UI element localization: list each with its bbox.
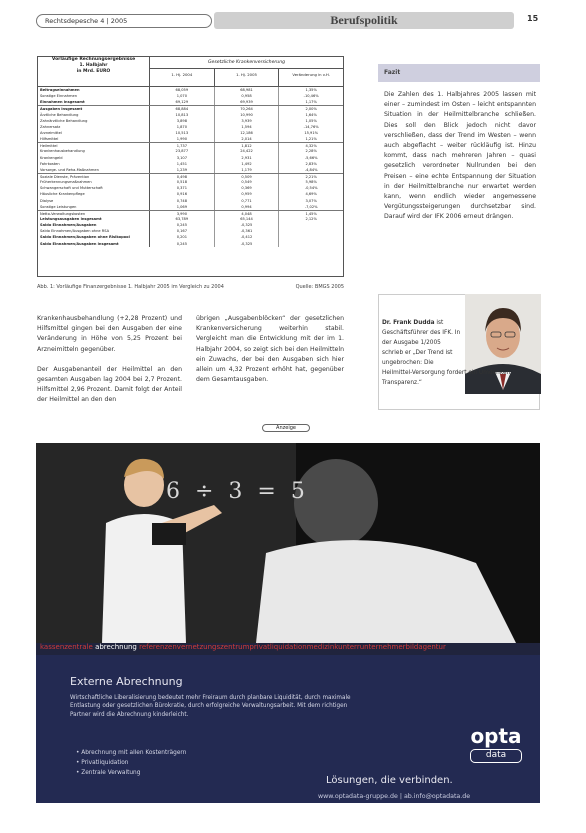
list-item: • Privatliquidation [76,758,186,768]
ad-photo [36,443,540,643]
ad-label: Anzeige [262,424,310,432]
table-row-label: Häusliche Krankenpflege [38,191,150,197]
table-row-label: Fahrkosten [38,161,150,167]
table-row-label: Einnahmen insgesamt [38,99,150,105]
table-cell: 1,64% [305,112,317,117]
table-cell: 0,916 [150,191,215,197]
table-year-header: 1. Hj. 2005 [215,69,280,86]
table-row [38,136,343,142]
table-cell: -10,46% [303,94,319,99]
ad-slogan: Lösungen, die verbinden. [326,775,453,786]
table-cell: 0,994 [215,204,280,210]
table-cell: 1,492 [215,161,280,167]
paragraph: Krankenhausbehandlung (+2,28 Prozent) und Hilfsmittel gingen bei den Ausgaben der eine Veränderung in Höhe von 5,25 Prozent bei Arzneimitteln gegenüber. [37,315,182,353]
table-head-line: 1. Halbjahr [79,63,108,68]
ad-tagline [36,639,540,655]
issue-label: Rechtsdepesche 4 | 2005 [36,14,212,28]
table-cell: 4,69% [305,192,317,197]
table-cell: 63,789 [150,216,215,222]
table-cell: 3,939 [215,118,280,124]
table-cell: 23,877 [150,148,215,154]
table-cell: 0,959 [215,191,280,197]
article-column-1 [37,314,182,416]
table-cell: 1,35% [305,88,317,92]
table-row [38,99,343,105]
table-cell: 68,884 [150,106,215,111]
table-cell: 0,748 [150,198,215,204]
table-row-label: Vorsorge- und Reha-Maßnahmen [38,167,150,173]
table-rows [38,87,343,276]
table-cell: 1,17% [305,100,317,105]
table-cell: 65,144 [215,216,280,222]
table-row-label: Zahnersatz [38,124,150,130]
table-cell: 0,958 [215,93,280,99]
table-cell: -0,54% [304,186,318,191]
table-cell: -7,02% [304,204,318,209]
table-row [38,204,343,210]
table-cell: 0,371 [150,185,215,191]
article-column-2 [196,314,344,395]
table-cell: 2,12% [305,216,317,221]
table-cell: 10,990 [215,112,280,118]
table-head-line: in Mrd. EURO [76,69,111,74]
table-row-label: Sonstige Einnahmen [38,93,150,99]
ad-description: Wirtschaftliche Liberalisierung bedeutet mehr Freiraum durch planbare Liquidität, durch maximale Entlastung oder gesetzlichen Bürokratie, durch erfolgreiche Verwaltungsarbeit. Mit dem richtigen Partner wird die Abrechnung kinderleicht. [70,695,351,718]
table-cell: 1,05% [305,118,317,123]
table-cell: 4,32% [305,144,317,149]
table-row-label: Leistungsausgaben insgesamt [38,216,150,222]
table-cell: 0,549 [215,179,280,185]
table-cell: 1,870 [150,124,215,130]
opta-data-logo[interactable] [466,725,526,769]
paragraph: Der Ausgabenanteil der Heilmittel an den gesamten Ausgaben lag 2004 bei 2,7 Prozent. Hilfsmittel 2,96 Prozent. Damit folgt der Anteil der Heilmittel an den den [37,365,182,404]
table-cell: 68,059 [150,87,215,93]
table-row-label: Ärztliche Behandlung [38,112,150,118]
table-cell: 0,245 [150,241,215,247]
table-cell: 3,898 [150,118,215,124]
ad-feature-list [76,748,186,778]
tagline-segment: abrechnung [95,643,137,651]
table-cell: 15,91% [304,130,319,135]
table-row-label: Arzneimittel [38,130,150,136]
table-cell: -0,325 [215,222,280,228]
table-cell: 2,931 [215,155,280,161]
table-cell: 69,939 [215,99,280,105]
table-cell: 2,21% [305,174,317,179]
author-bio-text-cont: Heilmittel-Versorgung fordert ein Umdenken Transparenz.“ [382,370,511,386]
table-cell: 3,07% [305,198,317,203]
table-cell: 0,771 [215,198,280,204]
caption-source: Quelle: BMGS 2005 [295,284,344,290]
table-cell: -0,325 [215,241,280,247]
table-row-label: Krankengeld [38,155,150,161]
table-cell: 0,518 [150,179,215,185]
table-cell: 1,594 [215,124,280,130]
table-cell: 1,812 [215,143,280,148]
table-cell: -5,66% [304,155,318,160]
table-cell: -4,84% [304,167,318,172]
table-row-label: Soziale Dienste, Prävention [38,174,150,179]
section-title: Berufspolitik [214,12,514,29]
table-row-label: Zahnärztliche Behandlung [38,118,150,124]
table-cell: 2,00% [305,107,317,112]
table-caption [37,284,344,290]
logo-opta-text: opta [470,724,522,748]
table-row [38,241,343,247]
page-number: 15 [527,14,539,23]
fazit-heading: Fazit [378,64,540,82]
table-row-label: Beitragseinnahmen [38,87,150,93]
table-cell: 4,048 [215,211,280,216]
table-row-label: Heilmittel [38,143,150,148]
table-row-label: Saldo Einnahmen/Ausgaben [38,222,150,228]
table-row-label: Krankenhausbehandlung [38,148,150,154]
author-bio [382,318,511,388]
table-cell: 1,239 [150,167,215,173]
table-cell: 1,21% [305,137,317,142]
table-cell: 1,45% [305,211,317,216]
table-cell: 2,28% [305,149,317,154]
table-row-label: Saldo Einnahmen/Ausgaben insgesamt [38,241,150,247]
table-head-line: Vorläufige Rechnungsergebnisse [51,57,136,62]
fazit-text: Die Zahlen des 1. Halbjahres 2005 lassen mit einer – zumindest im Osten – leicht entspannten Situation in der Heilmittelbranche schließen. Dies soll den Blick jedoch nicht davor verschließen, dass der Trend im Westen – wenn auch abgeflacht – weiter rückläufig ist. Hinzu kommt, dass nach mehreren Jahren – quasi gesetzlich verordneter Nullrunden bei den Preisen – eine echte Entspannung der Situation in der Heilmittelbranche nur erwartet werden kann, wenn endlich wieder angemessene Vergütungssteigerungen durchsetzbar sind. Darauf wird der IFK 2006 erneut drängen. [384,91,536,221]
table-cell: 0,245 [150,222,215,228]
table-cell: 3,990 [150,211,215,216]
table-cell: 68,981 [215,87,280,93]
table-cell: 10,513 [150,130,215,136]
table-cell: 0,498 [150,174,215,179]
table-year-header: Veränderung in v.H. [292,72,330,77]
table-row-label: Saldo Einnahmen/Ausgaben ohne RSA [38,228,150,234]
caption-text: Abb. 1: Vorläufige Finanzergebnisse 1. Halbjahr 2005 im Vergleich zu 2004 [37,284,224,290]
table-cell: 0,509 [215,174,280,179]
table-cell: 12,186 [215,130,280,136]
table-cell: 0,201 [150,234,215,240]
table-cell: 5,98% [305,180,317,185]
table-cell: 1,070 [150,93,215,99]
table-cell: 0,369 [215,185,280,191]
table-row-label: Schwangerschaft und Mutterschaft [38,185,150,191]
table-cell: 1,069 [150,204,215,210]
table-years [150,69,343,87]
table-row-label: Hilfsmittel [38,136,150,142]
table-group-label: Gesetzliche Krankenversicherung [150,57,343,69]
table-cell: 69,129 [150,99,215,105]
table-row-label: Ausgaben insgesamt [38,106,150,111]
table-cell: 2,014 [215,136,280,142]
tagline-segment: kassenzentrale [40,643,96,651]
table-cell: 2,83% [305,161,317,166]
list-item: • Zentrale Verwaltung [76,768,186,778]
table-cell: -0,412 [215,234,280,240]
ad-url-link[interactable]: www.optadata-gruppe.de | ab.info@optadata.de [318,793,471,800]
table-cell: 24,422 [215,148,280,154]
table-head-left [38,57,150,87]
table-year-header: 1. Hj. 2004 [150,69,215,86]
table-cell: 1,179 [215,167,280,173]
author-name: Dr. Frank Dudda [382,320,435,326]
table-row-label: Dialyse [38,198,150,204]
paragraph: übrigen „Ausgabenblöcken“ der gesetzlichen Krankenversicherung weiterhin stabil. Vergleicht man die Entwicklung mit der im 1. Halbjahr 2004, so zeigt sich bei den Heilmitteln ein Zuwachs, der bei den Ausgaben sich hier allein um 4,32 Prozent erhöht hat, gegenüber dem Gesamtausgaben. [196,315,344,384]
table-cell: 0,167 [150,228,215,234]
classroom-photo-icon [36,443,540,643]
advertisement[interactable] [36,443,540,803]
table-cell [279,241,343,247]
list-item: • Abrechnung mit allen Kostenträgern [76,748,186,758]
tagline-segment: referenzenvernetzungszentrumprivatliquidationmedizinkunterrunternehmerbildagentur [136,643,446,651]
table-row-label: Früherkennungsmaßnahmen [38,179,150,185]
ad-title: Externe Abrechnung [70,675,183,688]
table-cell: 3,107 [150,155,215,161]
table-cell: 1,737 [150,143,215,148]
table-row-label: Sonstige Leistungen [38,204,150,210]
logo-data-text: data [470,749,522,763]
table-row-label: Netto-Verwaltungskosten [38,211,150,216]
finance-table [37,56,344,277]
table-cell: 10,813 [150,112,215,118]
table-cell: 70,264 [215,106,280,111]
chalkboard-text: 6 ÷ 3 = 5 [166,479,309,504]
author-bio-text: ist Geschäftsführer des IFK. In der Ausgabe 1/2005 schrieb er „Der Trend ist ungebrochen: Die [382,320,461,366]
table-cell: -14,76% [303,124,319,129]
table-cell: 1,990 [150,136,215,142]
table-cell: 1,451 [150,161,215,167]
table-cell: -0,361 [215,228,280,234]
table-row-label: Saldo Einnahmen/Ausgaben ohne Risikopool [38,234,150,240]
table-row [38,167,343,173]
